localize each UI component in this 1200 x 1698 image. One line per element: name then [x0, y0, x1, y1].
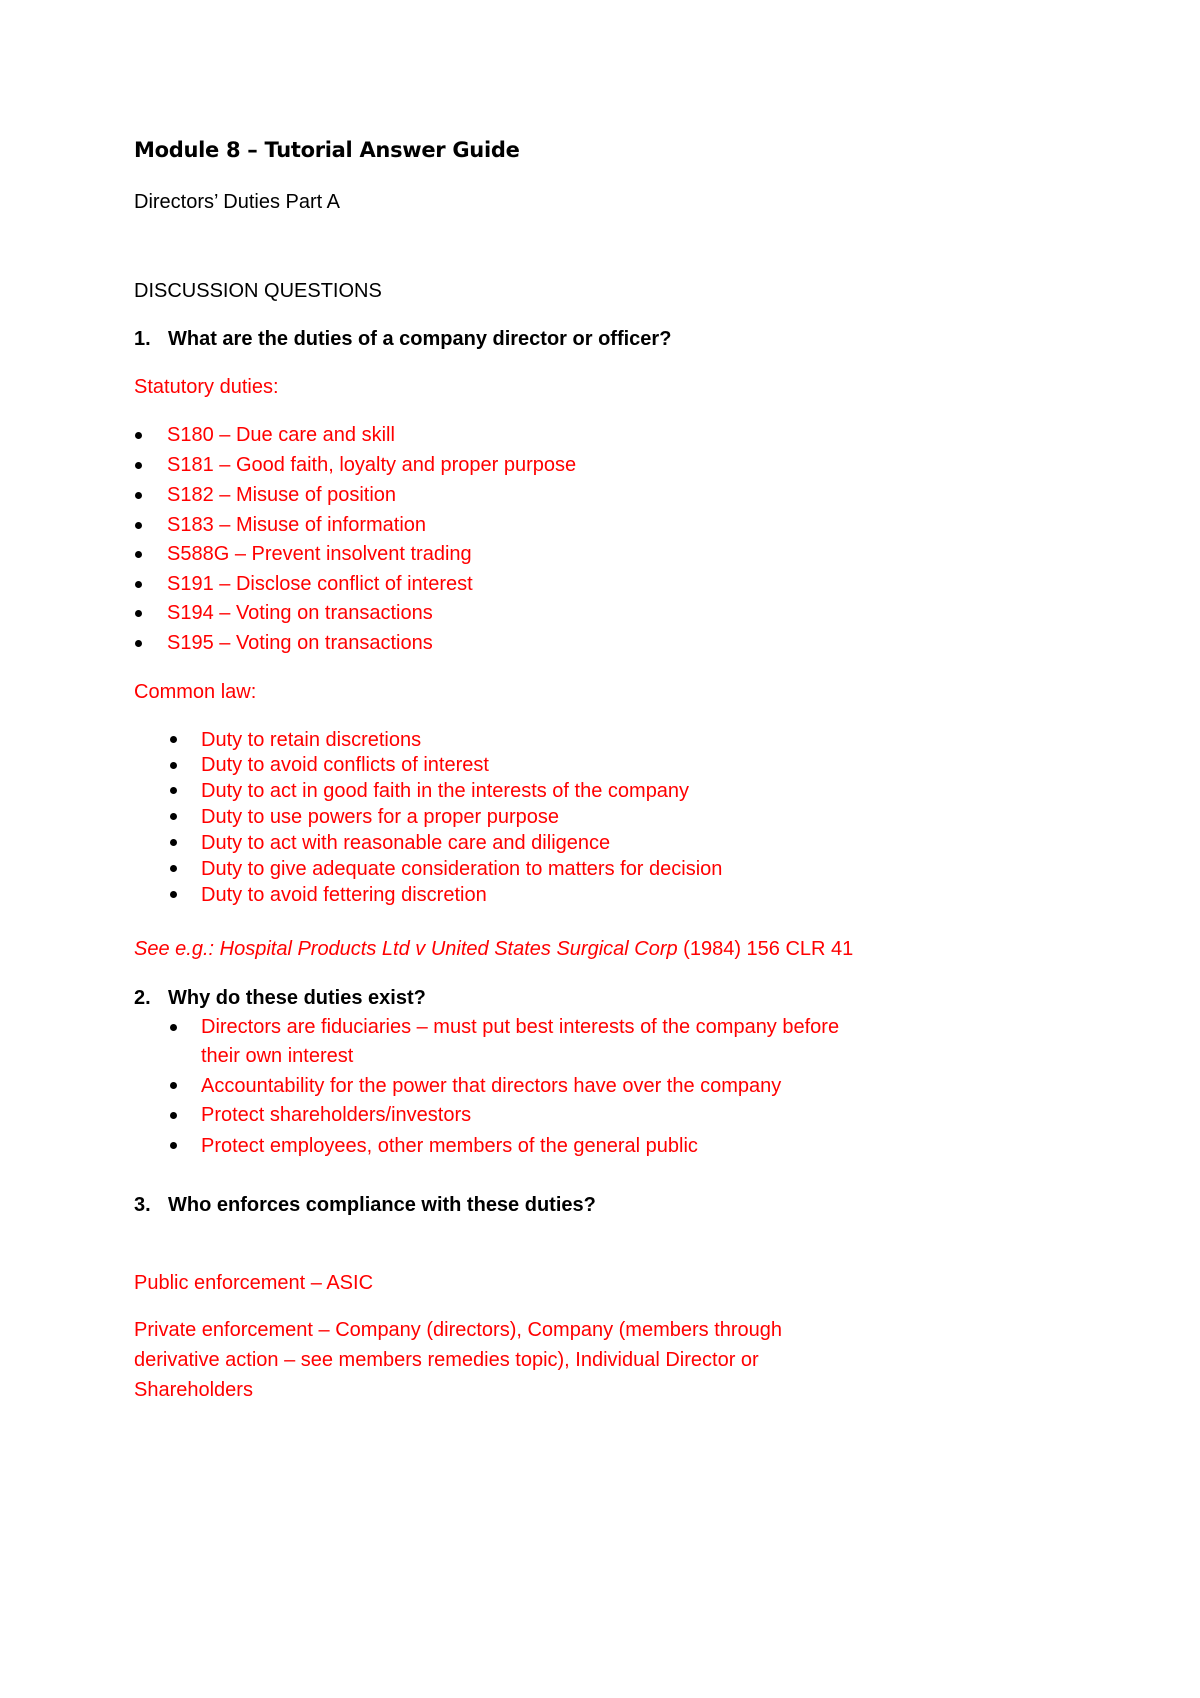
bullet-icon	[170, 1082, 177, 1089]
bullet-icon	[135, 581, 142, 588]
common-law-heading: Common law:	[134, 681, 257, 703]
common-law-item: Duty to avoid fettering discretion	[201, 884, 487, 906]
statutory-item: S181 – Good faith, loyalty and proper purpose	[167, 454, 577, 476]
bullet-icon	[135, 432, 142, 439]
bullet-icon	[170, 787, 177, 794]
case-reference: (1984) 156 CLR 41	[677, 938, 854, 960]
private-enforcement-line: Shareholders	[134, 1379, 253, 1401]
document-title: Module 8 – Tutorial Answer Guide	[134, 138, 520, 162]
statutory-item: S191 – Disclose conflict of interest	[167, 573, 473, 595]
private-enforcement-line: Private enforcement – Company (directors), Company (members through	[134, 1319, 783, 1341]
common-law-item: Duty to give adequate consideration to matters for decision	[201, 858, 723, 880]
question-number: 3.	[134, 1194, 151, 1216]
statutory-item: S182 – Misuse of position	[167, 484, 397, 506]
question-text: What are the duties of a company director or officer?	[168, 328, 672, 350]
bullet-icon	[135, 610, 142, 617]
bullet-icon	[170, 762, 177, 769]
statutory-item: S588G – Prevent insolvent trading	[167, 543, 472, 565]
bullet-icon	[170, 1024, 177, 1031]
question-3	[134, 1193, 596, 1217]
question-text: Why do these duties exist?	[168, 987, 426, 1009]
common-law-item: Duty to act with reasonable care and diligence	[201, 832, 611, 854]
bullet-icon	[135, 462, 142, 469]
statutory-item: S183 – Misuse of information	[167, 514, 427, 536]
question-text: Who enforces compliance with these duties?	[168, 1194, 596, 1216]
bullet-icon	[170, 1112, 177, 1119]
statutory-heading: Statutory duties:	[134, 376, 279, 398]
bullet-icon	[135, 492, 142, 499]
q2-item-line: Protect employees, other members of the general public	[201, 1135, 698, 1157]
common-law-item: Duty to act in good faith in the interests of the company	[201, 780, 690, 802]
statutory-item: S195 – Voting on transactions	[167, 632, 433, 654]
bullet-icon	[170, 891, 177, 898]
q2-item-line: their own interest	[201, 1045, 354, 1067]
bullet-icon	[170, 839, 177, 846]
q2-item-line: Directors are fiduciaries – must put best interests of the company before	[201, 1016, 840, 1038]
citation-prefix: See e.g.:	[134, 938, 220, 960]
bullet-icon	[170, 865, 177, 872]
bullet-icon	[170, 813, 177, 820]
common-law-item: Duty to use powers for a proper purpose	[201, 806, 559, 828]
statutory-item: S194 – Voting on transactions	[167, 602, 433, 624]
case-citation	[134, 937, 853, 961]
bullet-icon	[135, 640, 142, 647]
document-subtitle: Directors’ Duties Part A	[134, 191, 340, 213]
q2-item-line: Accountability for the power that directors have over the company	[201, 1075, 782, 1097]
question-1	[134, 327, 671, 351]
common-law-item: Duty to avoid conflicts of interest	[201, 754, 489, 776]
bullet-icon	[170, 1142, 177, 1149]
private-enforcement-line: derivative action – see members remedies topic), Individual Director or	[134, 1349, 759, 1371]
statutory-item: S180 – Due care and skill	[167, 424, 395, 446]
bullet-icon	[135, 522, 142, 529]
common-law-item: Duty to retain discretions	[201, 729, 422, 751]
question-2	[134, 986, 426, 1010]
bullet-icon	[170, 736, 177, 743]
public-enforcement: Public enforcement – ASIC	[134, 1272, 374, 1294]
section-heading: DISCUSSION QUESTIONS	[134, 280, 382, 302]
question-number: 1.	[134, 328, 151, 350]
bullet-icon	[135, 551, 142, 558]
q2-item-line: Protect shareholders/investors	[201, 1104, 472, 1126]
question-number: 2.	[134, 987, 151, 1009]
case-name: Hospital Products Ltd v United States Surgical Corp	[219, 938, 678, 960]
